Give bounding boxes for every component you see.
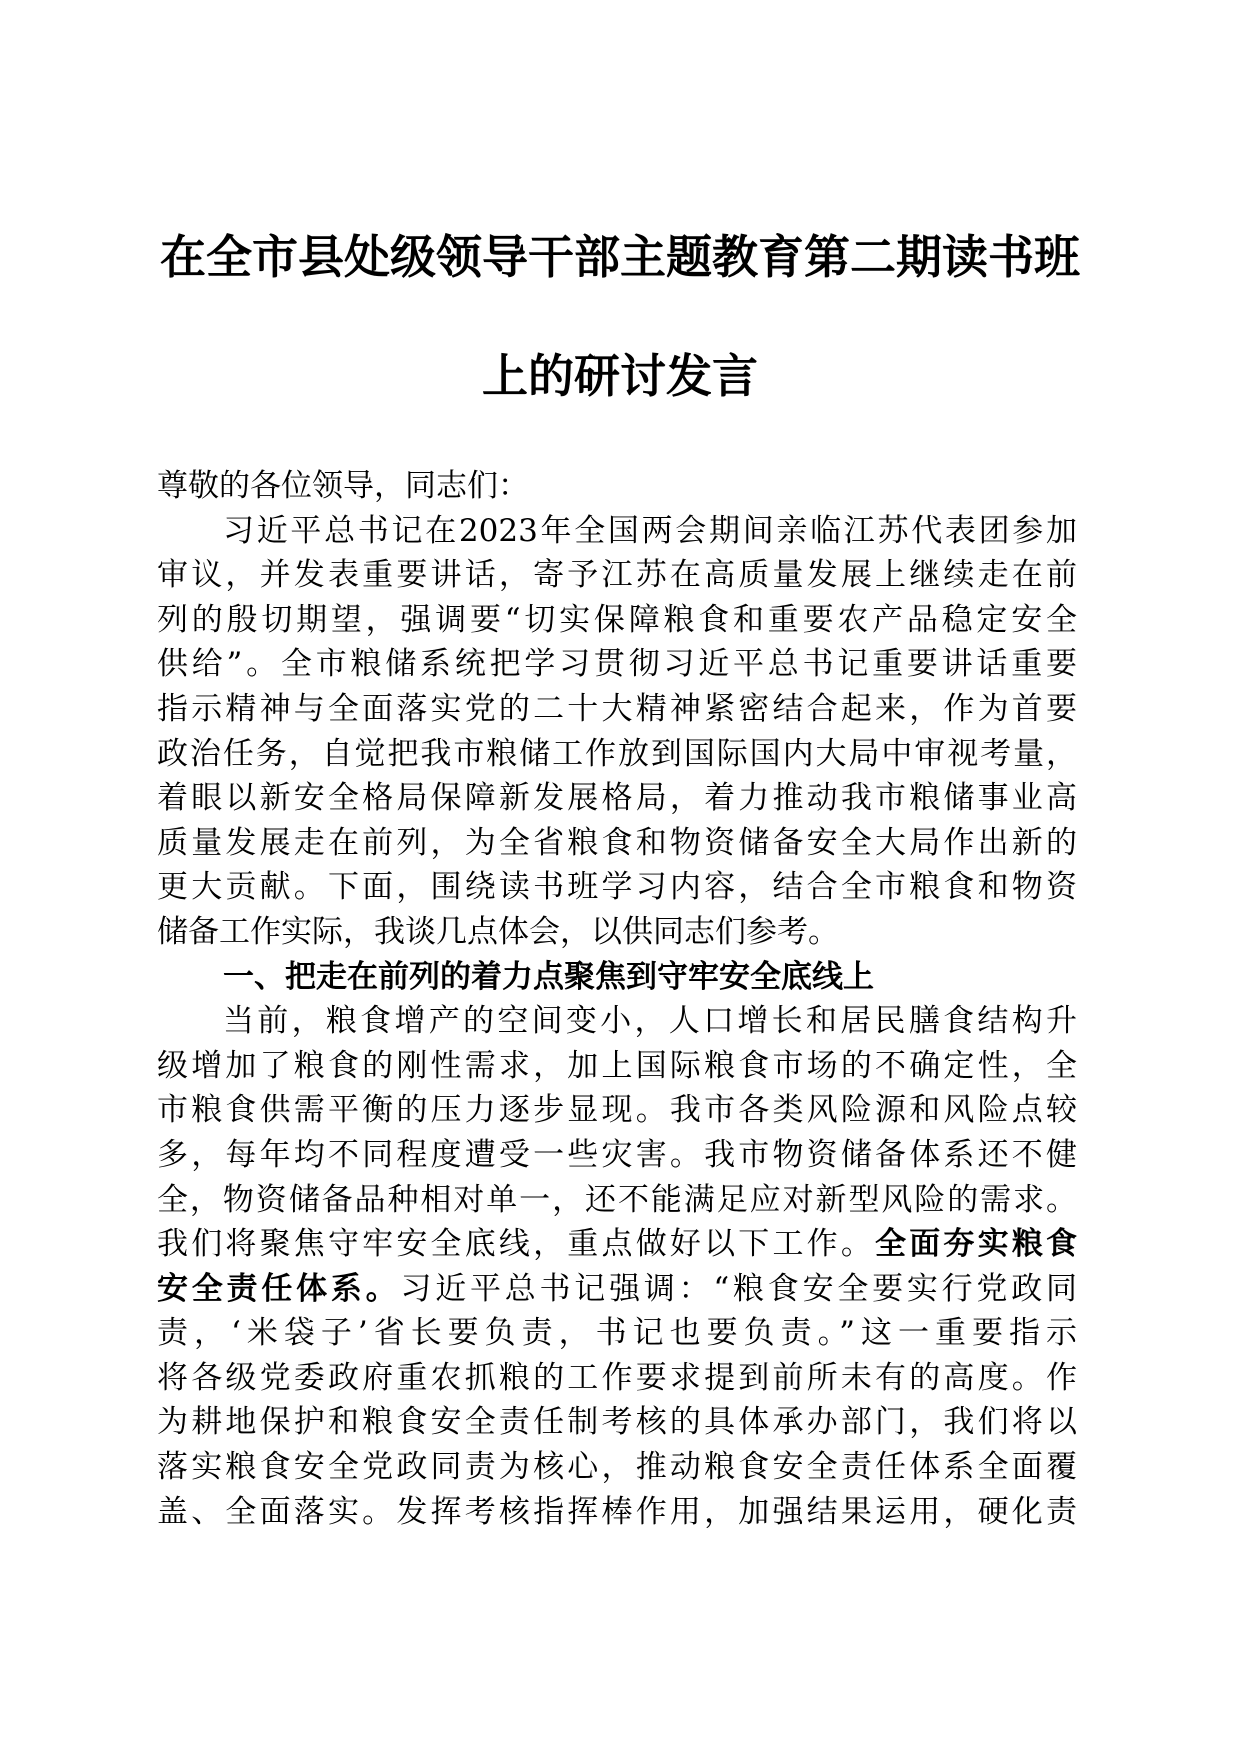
salutation: 尊敬的各位领导，同志们： <box>157 468 529 504</box>
paragraph-line: 责，‘米袋子’省长要负责，书记也要负责。”这一重要指示 <box>157 1315 1077 1352</box>
paragraph-line <box>157 1222 1077 1267</box>
bold-subheading: 全面夯实粮食 <box>875 1226 1078 1263</box>
paragraph-line: 全，物资储备品种相对单一，还不能满足应对新型风险的需求。 <box>157 1181 1077 1218</box>
paragraph-line: 指示精神与全面落实党的二十大精神紧密结合起来，作为首要 <box>157 690 1077 727</box>
document-title-line-1: 在全市县处级领导干部主题教育第二期读书班 <box>160 230 1080 284</box>
paragraph-line: 审议，并发表重要讲话，寄予江苏在高质量发展上继续走在前 <box>157 557 1077 594</box>
paragraph-line: 为耕地保护和粮食安全责任制考核的具体承办部门，我们将以 <box>157 1404 1077 1441</box>
paragraph-line: 盖、全面落实。发挥考核指挥棒作用，加强结果运用，硬化责 <box>157 1493 1077 1530</box>
paragraph-text: 习近平总书记强调：“粮食安全要实行党政同 <box>400 1270 1077 1307</box>
paragraph-line: 着眼以新安全格局保障新发展格局，着力推动我市粮储事业高 <box>157 780 1077 817</box>
paragraph-line: 政治任务，自觉把我市粮储工作放到国际国内大局中审视考量， <box>157 735 1077 772</box>
paragraph-line: 更大贡献。下面，围绕读书班学习内容，结合全市粮食和物资 <box>157 869 1077 906</box>
paragraph-line: 当前，粮食增产的空间变小，人口增长和居民膳食结构升 <box>223 1003 1077 1040</box>
paragraph-line <box>157 1267 1077 1312</box>
bold-subheading: 安全责任体系。 <box>157 1270 401 1307</box>
paragraph-line: 多，每年均不同程度遭受一些灾害。我市物资储备体系还不健 <box>157 1136 1077 1173</box>
paragraph-text: 我们将聚焦守牢安全底线，重点做好以下工作。 <box>157 1226 876 1263</box>
section-heading-1: 一、把走在前列的着力点聚焦到守牢安全底线上 <box>223 958 874 995</box>
document-title-line-2: 上的研讨发言 <box>482 349 758 403</box>
paragraph-line: 供给”。全市粮储系统把学习贯彻习近平总书记重要讲话重要 <box>157 646 1077 683</box>
paragraph-line: 习近平总书记在2023年全国两会期间亲临江苏代表团参加 <box>223 512 1077 549</box>
paragraph-line: 将各级党委政府重农抓粮的工作要求提到前所未有的高度。作 <box>157 1359 1077 1396</box>
paragraph-line: 储备工作实际，我谈几点体会，以供同志们参考。 <box>157 913 839 950</box>
paragraph-line: 质量发展走在前列，为全省粮食和物资储备安全大局作出新的 <box>157 824 1077 861</box>
paragraph-line: 市粮食供需平衡的压力逐步显现。我市各类风险源和风险点较 <box>157 1092 1077 1129</box>
document-body <box>157 464 1077 1534</box>
paragraph-line: 落实粮食安全党政同责为核心，推动粮食安全责任体系全面覆 <box>157 1449 1077 1486</box>
paragraph-line: 列的殷切期望，强调要“切实保障粮食和重要农产品稳定安全 <box>157 601 1077 638</box>
paragraph-line: 级增加了粮食的刚性需求，加上国际粮食市场的不确定性，全 <box>157 1047 1077 1084</box>
